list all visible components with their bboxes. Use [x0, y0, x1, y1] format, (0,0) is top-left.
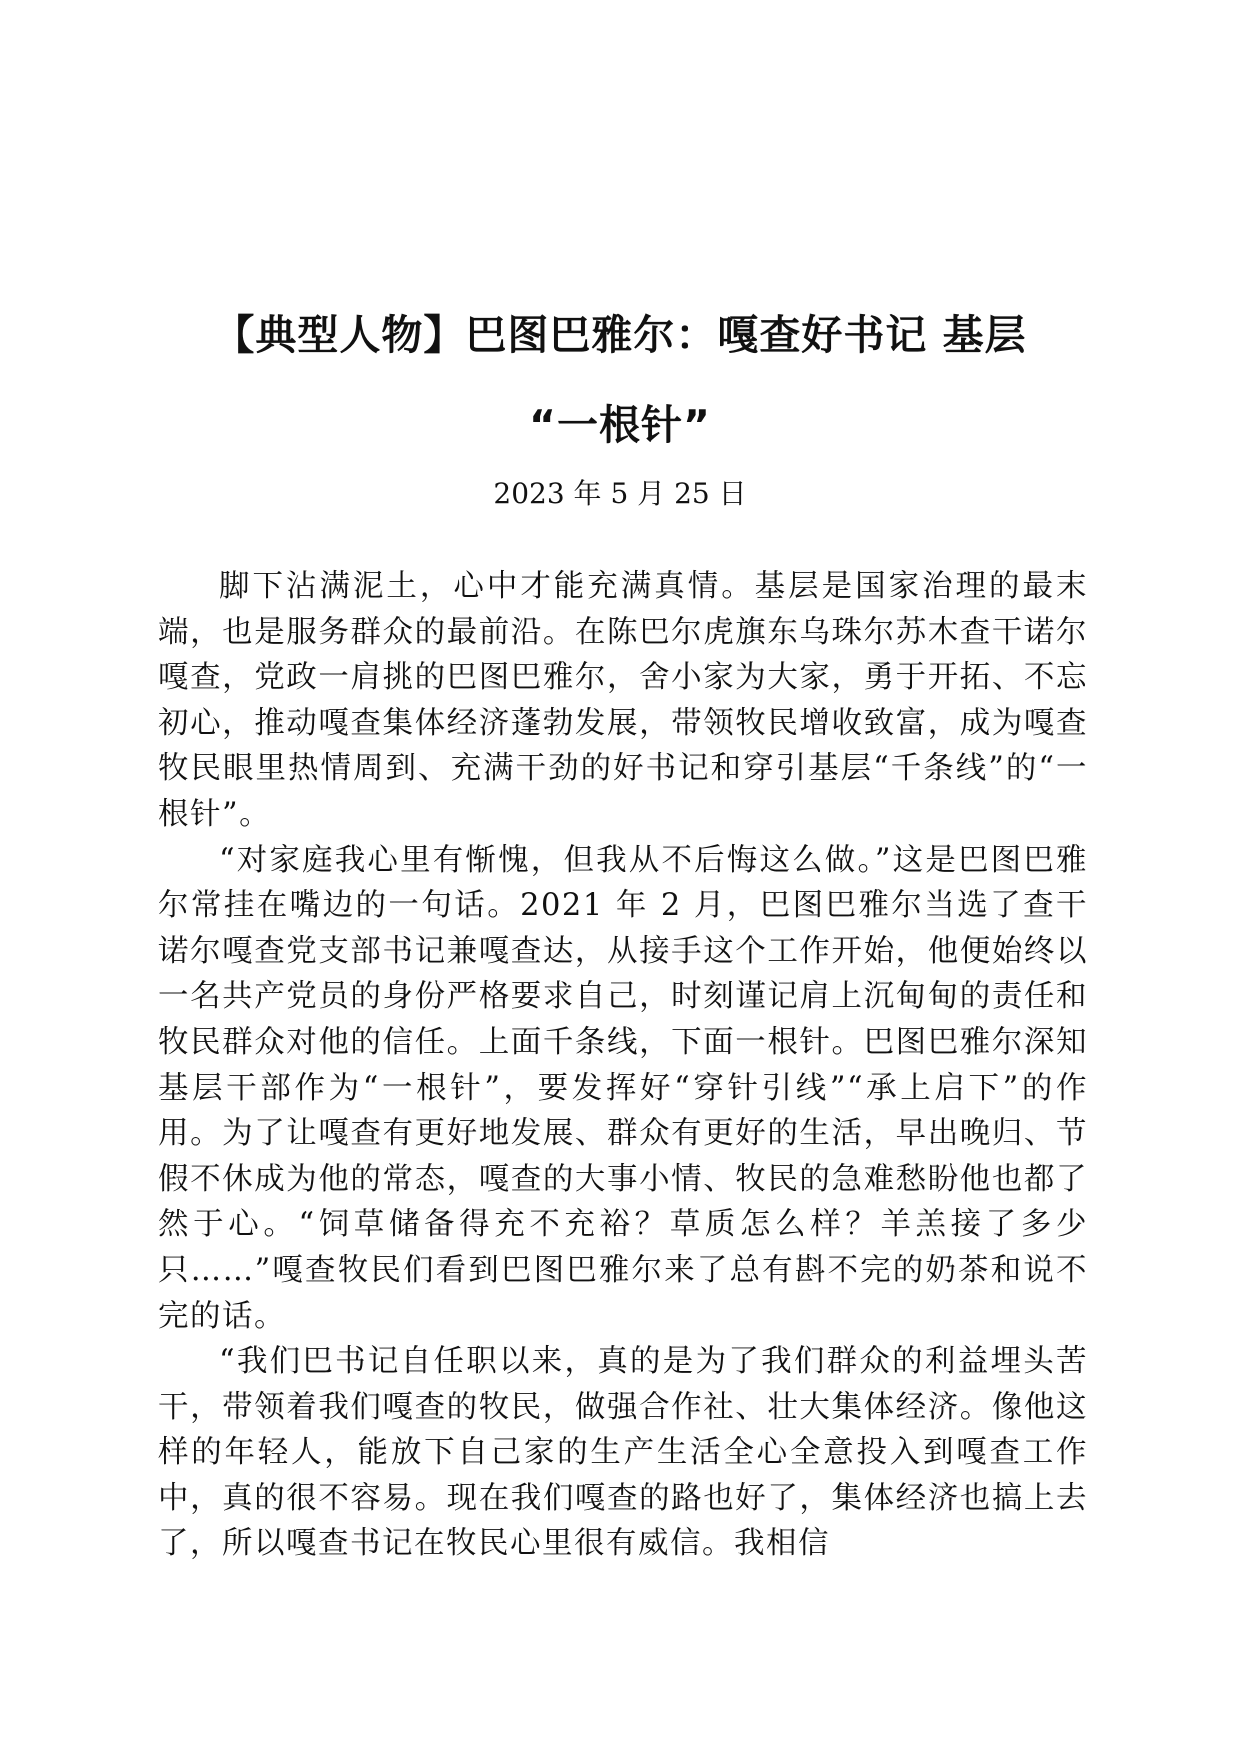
paragraph-1: 脚下沾满泥土，心中才能充满真情。基层是国家治理的最末端，也是服务群众的最前沿。在陈巴尔虎旗东乌珠尔苏木查干诺尔嘎查，党政一肩挑的巴图巴雅尔，舍小家为大家，勇于开拓、不忘初心，推动嘎查集体经济蓬勃发展，带领牧民增收致富，成为嘎查牧民眼里热情周到、充满干劲的好书记和穿引基层“千条线”的“一根针”。 — [158, 569, 1088, 832]
paragraph-3: “我们巴书记自任职以来，真的是为了我们群众的利益埋头苦干，带领着我们嘎查的牧民，做强合作社、壮大集体经济。像他这样的年轻人，能放下自己家的生产生活全心全意投入到嘎查工作中，真的很不容易。现在我们嘎查的路也好了，集体经济也搞上去了，所以嘎查书记在牧民心里很有威信。我相信 — [158, 1344, 1088, 1562]
document-title-line-1: 【典型人物】巴图巴雅尔：嘎查好书记 基层 — [213, 311, 1027, 359]
publish-date: 2023 年 5 月 25 日 — [493, 477, 747, 510]
article-body — [158, 564, 1088, 1567]
document-title-line-2: “一根针” — [529, 401, 711, 449]
paragraph-2: “对家庭我心里有惭愧，但我从不后悔这么做。”这是巴图巴雅尔常挂在嘴边的一句话。2021 年 2 月，巴图巴雅尔当选了查干诺尔嘎查党支部书记兼嘎查达，从接手这个工作开始，他便始终以一名共产党员的身份严格要求自己，时刻谨记肩上沉甸甸的责任和牧民群众对他的信任。上面千条线，下面一根针。巴图巴雅尔深知基层干部作为“一根针”，要发挥好“穿针引线”“承上启下”的作用。为了让嘎查有更好地发展、群众有更好的生活，早出晚归、节假不休成为他的常态，嘎查的大事小情、牧民的急难愁盼他也都了然于心。“饲草储备得充不充裕？草质怎么样？羊羔接了多少只……”嘎查牧民们看到巴图巴雅尔来了总有斟不完的奶茶和说不完的话。 — [158, 842, 1088, 1334]
